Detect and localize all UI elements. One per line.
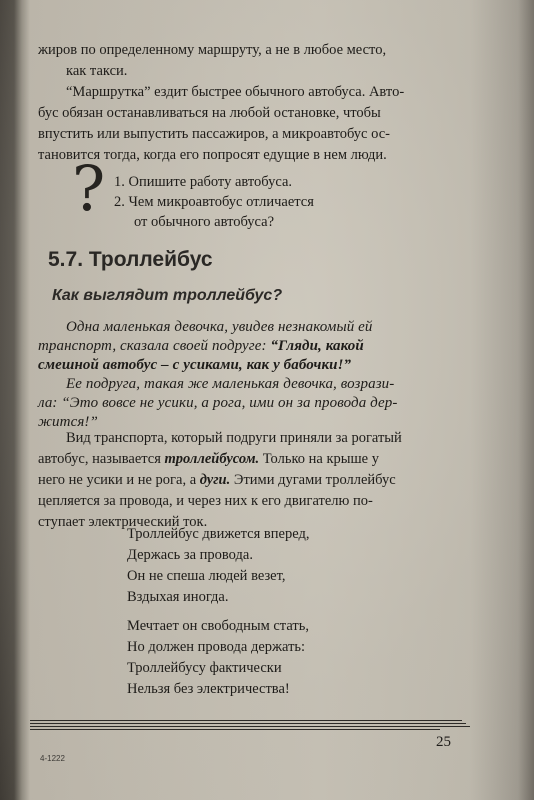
term-trolleybus: троллейбусом. (164, 451, 260, 467)
text-line: как такси. (66, 63, 128, 79)
section-heading: 5.7. Троллейбус (48, 248, 213, 271)
poem-stanza-1 (127, 524, 309, 608)
text-line: Вид транспорта, который подруги приняли за рогатый (66, 430, 402, 446)
poem-line: Держась за провода. (127, 547, 253, 563)
text-line: бус обязан останавливаться на любой остановке, чтобы (38, 105, 381, 121)
question-2-cont: от обычного автобуса? (134, 214, 275, 230)
text-line: “Маршрутка” ездит быстрее обычного автобуса. Авто- (66, 84, 405, 100)
text-line: тановится тогда, когда его попросят едущие в нем люди. (38, 147, 387, 163)
text-line: автобус, называется (38, 451, 165, 467)
poem-stanza-2 (127, 616, 309, 700)
text-line: ступает электрический ток. (38, 514, 208, 530)
text-line: цепляется за провода, и через них к его двигателю по- (38, 493, 373, 509)
text-line-bold: “Гляди, какой (270, 338, 364, 354)
poem-line: Вздыхая иногда. (127, 589, 229, 605)
section-subheading: Как выглядит троллейбус? (52, 287, 283, 304)
footer-rule (30, 723, 466, 724)
footer-rule (30, 729, 440, 730)
poem-line: Троллейбусу фактически (127, 660, 282, 676)
story-paragraph (38, 318, 508, 432)
text-line: Одна маленькая девочка, увидев незнакомый ей (66, 319, 373, 335)
text-line: жится!” (38, 414, 98, 430)
paragraph-intro (38, 40, 508, 82)
poem-line: Мечтает он свободным стать, (127, 618, 309, 634)
term-arcs: дуги. (199, 472, 231, 488)
paragraph-marshrutka (38, 82, 508, 166)
poem-line: Он не спеша людей везет, (127, 568, 286, 584)
text-line: ла: “Это вовсе не усики, а рога, ими он за провода дер- (38, 395, 398, 411)
paragraph-trolleybus (38, 428, 508, 533)
text-line: Ее подруга, такая же маленькая девочка, возрази- (66, 376, 395, 392)
footer-rule (30, 720, 462, 721)
question-1: 1. Опишите работу автобуса. (114, 174, 293, 190)
page-number: 25 (436, 734, 451, 750)
text-line: транспорт, сказала своей подруге: (38, 338, 271, 354)
question-2: 2. Чем микроавтобус отличается (114, 194, 314, 210)
text-line-bold: смешной автобус – с усиками, как у бабочки!” (38, 357, 352, 373)
poem-line: Троллейбус движется вперед, (127, 526, 310, 542)
text-line: него не усики и не рога, а (38, 472, 200, 488)
print-code: 4-1222 (40, 754, 65, 763)
question-mark-icon: ? (72, 152, 106, 225)
text-line: впустить или выпустить пассажиров, а микроавтобус ос- (38, 126, 390, 142)
poem-line: Нельзя без электричества! (127, 681, 290, 697)
text-line: жиров по определенному маршруту, а не в любое место, (38, 42, 387, 58)
footer-rule (30, 726, 470, 727)
poem-line: Но должен провода держать: (127, 639, 306, 655)
text-line: Этими дугами троллейбус (230, 472, 396, 488)
text-line: Только на крыше у (259, 451, 379, 467)
